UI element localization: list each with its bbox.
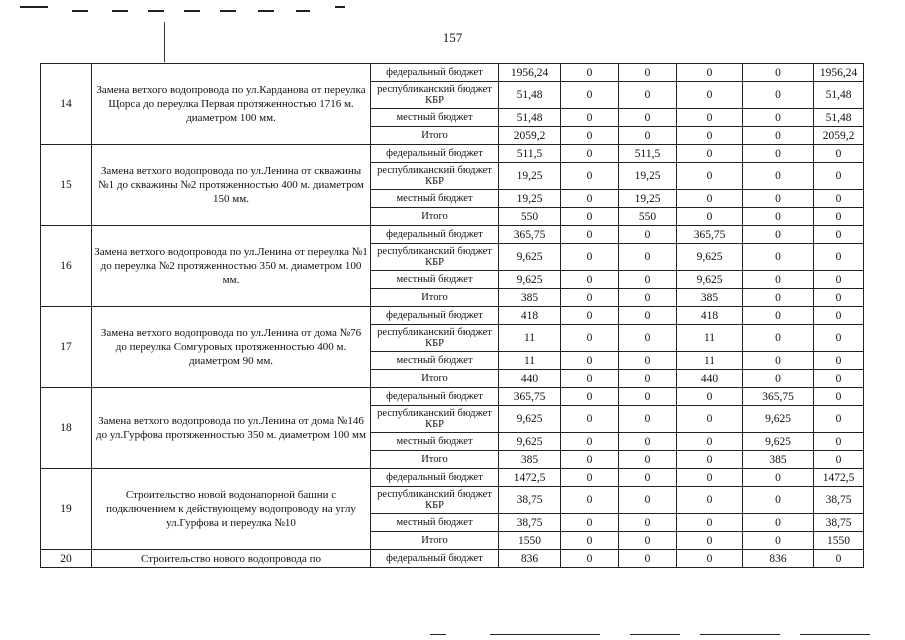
amount-cell: 1550 [814,532,864,550]
amount-cell: 0 [677,451,743,469]
amount-cell: 0 [743,244,814,271]
amount-cell: 0 [677,469,743,487]
table-row [41,64,864,82]
amount-cell: 0 [561,82,619,109]
funding-source: Итого [371,289,499,307]
amount-cell: 0 [677,145,743,163]
amount-cell: 0 [743,226,814,244]
amount-cell: 440 [677,370,743,388]
amount-cell: 0 [619,433,677,451]
table-body [41,64,864,568]
item-number: 20 [41,550,92,568]
amount-cell: 0 [743,127,814,145]
amount-cell: 0 [814,433,864,451]
amount-cell: 0 [677,433,743,451]
amount-cell: 9,625 [677,244,743,271]
amount-cell: 0 [814,550,864,568]
funding-source: республиканский бюджет КБР [371,82,499,109]
amount-cell: 0 [677,487,743,514]
amount-cell: 0 [561,127,619,145]
amount-cell: 0 [619,289,677,307]
amount-cell: 0 [743,208,814,226]
amount-cell: 0 [561,352,619,370]
amount-cell: 0 [743,145,814,163]
amount-cell: 0 [814,271,864,289]
amount-cell: 11 [677,325,743,352]
amount-cell: 0 [619,127,677,145]
amount-cell: 38,75 [814,487,864,514]
amount-cell: 2059,2 [499,127,561,145]
scan-dash [72,10,88,12]
table-row [41,550,864,568]
funding-source: местный бюджет [371,433,499,451]
amount-cell: 0 [561,271,619,289]
amount-cell: 0 [743,163,814,190]
amount-cell: 51,48 [499,109,561,127]
scan-dash [430,634,446,635]
funding-source: федеральный бюджет [371,307,499,325]
item-description: Замена ветхого водопровода по ул.Ленина от скважины №1 до скважины №2 протяженностью 400 м. диаметром 150 мм. [92,145,371,226]
amount-cell: 0 [561,64,619,82]
table-row [41,388,864,406]
funding-source: местный бюджет [371,514,499,532]
amount-cell: 0 [561,190,619,208]
amount-cell: 0 [619,352,677,370]
amount-cell: 0 [561,289,619,307]
amount-cell: 19,25 [619,190,677,208]
amount-cell: 550 [619,208,677,226]
amount-cell: 0 [619,406,677,433]
amount-cell: 0 [814,370,864,388]
scan-dash [220,10,236,12]
budget-table [40,63,864,568]
amount-cell: 0 [561,307,619,325]
item-description: Строительство нового водопровода по [92,550,371,568]
amount-cell: 365,75 [499,226,561,244]
amount-cell: 0 [814,163,864,190]
scan-dash [20,6,48,8]
amount-cell: 0 [561,163,619,190]
item-number: 15 [41,145,92,226]
scan-dash [148,10,164,12]
amount-cell: 0 [619,271,677,289]
amount-cell: 0 [743,190,814,208]
amount-cell: 0 [561,145,619,163]
amount-cell: 418 [499,307,561,325]
amount-cell: 0 [619,550,677,568]
amount-cell: 0 [743,289,814,307]
funding-source: федеральный бюджет [371,145,499,163]
funding-source: республиканский бюджет КБР [371,487,499,514]
funding-source: республиканский бюджет КБР [371,325,499,352]
amount-cell: 38,75 [814,514,864,532]
amount-cell: 1550 [499,532,561,550]
amount-cell: 9,625 [499,433,561,451]
amount-cell: 0 [677,82,743,109]
amount-cell: 550 [499,208,561,226]
amount-cell: 0 [743,325,814,352]
item-description: Замена ветхого водопровода по ул.Ленина от дома №76 до переулка Сомгуровых протяженностью 400 м. диаметром 90 мм. [92,307,371,388]
amount-cell: 0 [677,532,743,550]
amount-cell: 19,25 [499,190,561,208]
item-description: Строительство новой водонапорной башни с подключением к действующему водопроводу на углу ул.Гурфова и переулка №10 [92,469,371,550]
funding-source: республиканский бюджет КБР [371,163,499,190]
amount-cell: 0 [814,244,864,271]
amount-cell: 0 [619,532,677,550]
amount-cell: 0 [814,325,864,352]
scan-dash [112,10,128,12]
scan-dash [184,10,200,12]
amount-cell: 836 [499,550,561,568]
amount-cell: 0 [619,370,677,388]
amount-cell: 9,625 [499,406,561,433]
amount-cell: 51,48 [814,109,864,127]
amount-cell: 9,625 [743,433,814,451]
amount-cell: 0 [619,82,677,109]
funding-source: Итого [371,370,499,388]
amount-cell: 1472,5 [814,469,864,487]
amount-cell: 0 [619,64,677,82]
amount-cell: 0 [619,109,677,127]
amount-cell: 0 [743,82,814,109]
amount-cell: 0 [561,532,619,550]
amount-cell: 0 [561,325,619,352]
amount-cell: 0 [561,406,619,433]
funding-source: местный бюджет [371,352,499,370]
amount-cell: 0 [561,388,619,406]
funding-source: Итого [371,532,499,550]
amount-cell: 0 [677,190,743,208]
amount-cell: 9,625 [743,406,814,433]
amount-cell: 511,5 [619,145,677,163]
amount-cell: 38,75 [499,487,561,514]
amount-cell: 511,5 [499,145,561,163]
funding-source: федеральный бюджет [371,388,499,406]
funding-source: Итого [371,451,499,469]
funding-source: федеральный бюджет [371,550,499,568]
amount-cell: 0 [619,469,677,487]
funding-source: местный бюджет [371,109,499,127]
amount-cell: 0 [677,163,743,190]
amount-cell: 418 [677,307,743,325]
amount-cell: 0 [619,307,677,325]
scan-dash [630,634,680,635]
scan-dash [335,6,345,8]
amount-cell: 0 [743,469,814,487]
amount-cell: 9,625 [677,271,743,289]
amount-cell: 0 [814,208,864,226]
amount-cell: 0 [743,109,814,127]
amount-cell: 0 [814,352,864,370]
funding-source: федеральный бюджет [371,64,499,82]
amount-cell: 0 [814,388,864,406]
amount-cell: 0 [619,514,677,532]
amount-cell: 9,625 [499,244,561,271]
amount-cell: 0 [814,451,864,469]
amount-cell: 365,75 [743,388,814,406]
scan-dash [296,10,310,12]
item-description: Замена ветхого водопровода по ул.Карданова от переулка Щорса до переулка Первая протяженностью 1716 м. диаметром 100 мм. [92,64,371,145]
item-number: 18 [41,388,92,469]
amount-cell: 0 [619,226,677,244]
funding-source: федеральный бюджет [371,469,499,487]
amount-cell: 0 [743,271,814,289]
amount-cell: 51,48 [499,82,561,109]
amount-cell: 385 [499,289,561,307]
amount-cell: 0 [814,145,864,163]
funding-source: федеральный бюджет [371,226,499,244]
amount-cell: 0 [743,370,814,388]
amount-cell: 0 [561,433,619,451]
amount-cell: 385 [499,451,561,469]
amount-cell: 11 [677,352,743,370]
funding-source: Итого [371,208,499,226]
amount-cell: 385 [743,451,814,469]
amount-cell: 0 [561,514,619,532]
amount-cell: 0 [677,64,743,82]
amount-cell: 0 [677,550,743,568]
amount-cell: 0 [619,325,677,352]
amount-cell: 0 [743,352,814,370]
item-number: 14 [41,64,92,145]
table-row [41,145,864,163]
funding-source: Итого [371,127,499,145]
amount-cell: 0 [561,226,619,244]
amount-cell: 0 [561,370,619,388]
item-number: 19 [41,469,92,550]
amount-cell: 0 [561,208,619,226]
amount-cell: 0 [561,244,619,271]
amount-cell: 51,48 [814,82,864,109]
amount-cell: 0 [619,244,677,271]
amount-cell: 0 [743,487,814,514]
scan-dash [258,10,274,12]
amount-cell: 0 [743,514,814,532]
amount-cell: 0 [561,487,619,514]
item-description: Замена ветхого водопровода по ул.Ленина от дома №146 до ул.Гурфова протяженностью 350 м. диаметром 100 мм [92,388,371,469]
amount-cell: 0 [619,487,677,514]
amount-cell: 0 [743,64,814,82]
funding-source: местный бюджет [371,190,499,208]
amount-cell: 0 [814,289,864,307]
scan-dash [800,634,870,635]
amount-cell: 0 [561,451,619,469]
amount-cell: 19,25 [619,163,677,190]
amount-cell: 0 [561,469,619,487]
amount-cell: 0 [561,109,619,127]
amount-cell: 0 [743,307,814,325]
table-row [41,226,864,244]
amount-cell: 0 [814,406,864,433]
table-row [41,307,864,325]
amount-cell: 0 [619,388,677,406]
table-row [41,469,864,487]
amount-cell: 440 [499,370,561,388]
amount-cell: 11 [499,352,561,370]
item-number: 16 [41,226,92,307]
item-description: Замена ветхого водопровода по ул.Ленина от переулка №1 до переулка №2 протяженностью 350 м. диаметром 100 мм. [92,226,371,307]
amount-cell: 0 [814,226,864,244]
funding-source: республиканский бюджет КБР [371,406,499,433]
amount-cell: 385 [677,289,743,307]
item-number: 17 [41,307,92,388]
amount-cell: 0 [814,190,864,208]
amount-cell: 1956,24 [499,64,561,82]
amount-cell: 0 [814,307,864,325]
funding-source: республиканский бюджет КБР [371,244,499,271]
amount-cell: 0 [677,127,743,145]
scan-dash [490,634,600,635]
amount-cell: 2059,2 [814,127,864,145]
scan-dash [700,634,780,635]
amount-cell: 0 [677,406,743,433]
amount-cell: 1956,24 [814,64,864,82]
amount-cell: 365,75 [677,226,743,244]
amount-cell: 0 [677,388,743,406]
funding-source: местный бюджет [371,271,499,289]
amount-cell: 19,25 [499,163,561,190]
amount-cell: 0 [561,550,619,568]
amount-cell: 0 [677,514,743,532]
amount-cell: 836 [743,550,814,568]
amount-cell: 0 [619,451,677,469]
amount-cell: 1472,5 [499,469,561,487]
amount-cell: 0 [677,208,743,226]
amount-cell: 365,75 [499,388,561,406]
amount-cell: 0 [743,532,814,550]
amount-cell: 11 [499,325,561,352]
amount-cell: 9,625 [499,271,561,289]
page-number: 157 [442,30,463,45]
amount-cell: 38,75 [499,514,561,532]
amount-cell: 0 [677,109,743,127]
